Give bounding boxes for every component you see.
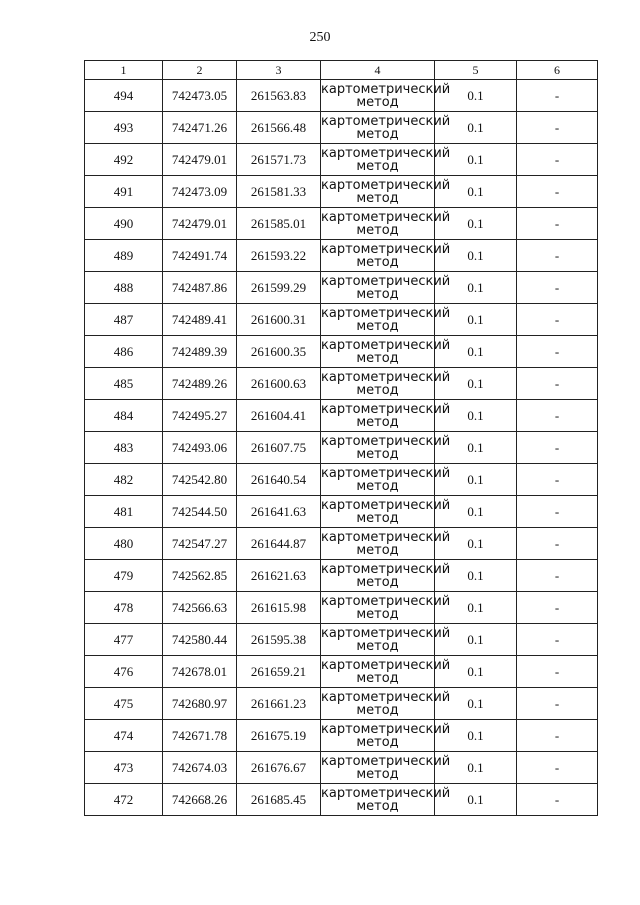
description-cell: - bbox=[517, 560, 598, 592]
method-line-2: метод bbox=[356, 318, 399, 334]
method-cell bbox=[321, 464, 451, 496]
method-cell bbox=[321, 528, 451, 560]
y-coordinate-cell: 261566.48 bbox=[237, 112, 321, 144]
method-line-2: метод bbox=[356, 798, 399, 814]
header-row bbox=[85, 61, 598, 80]
method-line-1: картометрический bbox=[321, 753, 451, 769]
method-cell bbox=[321, 144, 451, 176]
method-line-2: метод bbox=[356, 158, 399, 174]
table-row bbox=[85, 528, 598, 560]
description-cell: - bbox=[517, 272, 598, 304]
method-line-2: метод bbox=[356, 126, 399, 142]
method-cell bbox=[321, 272, 451, 304]
method-cell bbox=[321, 304, 451, 336]
y-coordinate-cell: 261581.33 bbox=[237, 176, 321, 208]
method-cell bbox=[321, 592, 451, 624]
description-cell: - bbox=[517, 176, 598, 208]
point-number-cell: 492 bbox=[85, 144, 163, 176]
table-row bbox=[85, 208, 598, 240]
method-line-1: картометрический bbox=[321, 145, 451, 161]
method-line-1: картометрический bbox=[321, 593, 451, 609]
description-cell: - bbox=[517, 624, 598, 656]
method-cell bbox=[321, 720, 451, 752]
y-coordinate-cell: 261571.73 bbox=[237, 144, 321, 176]
point-number-cell: 478 bbox=[85, 592, 163, 624]
point-number-cell: 477 bbox=[85, 624, 163, 656]
method-line-2: метод bbox=[356, 734, 399, 750]
point-number-cell: 481 bbox=[85, 496, 163, 528]
accuracy-cell: 0.1 bbox=[435, 144, 517, 176]
method-line-2: метод bbox=[356, 94, 399, 110]
description-cell: - bbox=[517, 112, 598, 144]
method-line-2: метод bbox=[356, 670, 399, 686]
accuracy-cell: 0.1 bbox=[435, 592, 517, 624]
point-number-cell: 489 bbox=[85, 240, 163, 272]
point-number-cell: 493 bbox=[85, 112, 163, 144]
y-coordinate-cell: 261621.63 bbox=[237, 560, 321, 592]
table-row bbox=[85, 272, 598, 304]
description-cell: - bbox=[517, 208, 598, 240]
x-coordinate-cell: 742566.63 bbox=[163, 592, 237, 624]
y-coordinate-cell: 261615.98 bbox=[237, 592, 321, 624]
method-line-2: метод bbox=[356, 766, 399, 782]
description-cell: - bbox=[517, 336, 598, 368]
method-line-1: картометрический bbox=[321, 657, 451, 673]
y-coordinate-cell: 261604.41 bbox=[237, 400, 321, 432]
table-row bbox=[85, 432, 598, 464]
coordinates-table bbox=[84, 60, 598, 816]
description-cell: - bbox=[517, 432, 598, 464]
method-cell bbox=[321, 496, 451, 528]
description-cell: - bbox=[517, 464, 598, 496]
point-number-cell: 486 bbox=[85, 336, 163, 368]
x-coordinate-cell: 742489.41 bbox=[163, 304, 237, 336]
table-row bbox=[85, 336, 598, 368]
point-number-cell: 483 bbox=[85, 432, 163, 464]
x-coordinate-cell: 742489.26 bbox=[163, 368, 237, 400]
method-cell bbox=[321, 336, 451, 368]
description-cell: - bbox=[517, 784, 598, 816]
y-coordinate-cell: 261676.67 bbox=[237, 752, 321, 784]
method-line-1: картометрический bbox=[321, 241, 451, 257]
y-coordinate-cell: 261585.01 bbox=[237, 208, 321, 240]
y-coordinate-cell: 261607.75 bbox=[237, 432, 321, 464]
method-line-2: метод bbox=[356, 222, 399, 238]
point-number-cell: 482 bbox=[85, 464, 163, 496]
x-coordinate-cell: 742547.27 bbox=[163, 528, 237, 560]
y-coordinate-cell: 261644.87 bbox=[237, 528, 321, 560]
header-col-3: 3 bbox=[237, 61, 321, 80]
table-row bbox=[85, 624, 598, 656]
x-coordinate-cell: 742562.85 bbox=[163, 560, 237, 592]
accuracy-cell: 0.1 bbox=[435, 656, 517, 688]
table-row bbox=[85, 496, 598, 528]
method-cell bbox=[321, 688, 451, 720]
description-cell: - bbox=[517, 720, 598, 752]
description-cell: - bbox=[517, 752, 598, 784]
x-coordinate-cell: 742668.26 bbox=[163, 784, 237, 816]
table-body bbox=[85, 80, 598, 816]
accuracy-cell: 0.1 bbox=[435, 432, 517, 464]
x-coordinate-cell: 742680.97 bbox=[163, 688, 237, 720]
point-number-cell: 479 bbox=[85, 560, 163, 592]
accuracy-cell: 0.1 bbox=[435, 496, 517, 528]
x-coordinate-cell: 742674.03 bbox=[163, 752, 237, 784]
y-coordinate-cell: 261661.23 bbox=[237, 688, 321, 720]
point-number-cell: 488 bbox=[85, 272, 163, 304]
method-line-2: метод bbox=[356, 606, 399, 622]
point-number-cell: 472 bbox=[85, 784, 163, 816]
y-coordinate-cell: 261595.38 bbox=[237, 624, 321, 656]
method-line-2: метод bbox=[356, 638, 399, 654]
accuracy-cell: 0.1 bbox=[435, 368, 517, 400]
method-line-2: метод bbox=[356, 190, 399, 206]
accuracy-cell: 0.1 bbox=[435, 80, 517, 112]
x-coordinate-cell: 742671.78 bbox=[163, 720, 237, 752]
point-number-cell: 476 bbox=[85, 656, 163, 688]
x-coordinate-cell: 742544.50 bbox=[163, 496, 237, 528]
point-number-cell: 485 bbox=[85, 368, 163, 400]
x-coordinate-cell: 742473.05 bbox=[163, 80, 237, 112]
x-coordinate-cell: 742473.09 bbox=[163, 176, 237, 208]
description-cell: - bbox=[517, 592, 598, 624]
point-number-cell: 475 bbox=[85, 688, 163, 720]
description-cell: - bbox=[517, 240, 598, 272]
x-coordinate-cell: 742479.01 bbox=[163, 144, 237, 176]
method-cell bbox=[321, 432, 451, 464]
y-coordinate-cell: 261600.35 bbox=[237, 336, 321, 368]
table-row bbox=[85, 592, 598, 624]
point-number-cell: 480 bbox=[85, 528, 163, 560]
method-cell bbox=[321, 400, 451, 432]
x-coordinate-cell: 742495.27 bbox=[163, 400, 237, 432]
table-row bbox=[85, 368, 598, 400]
table-row bbox=[85, 720, 598, 752]
x-coordinate-cell: 742491.74 bbox=[163, 240, 237, 272]
header-col-6: 6 bbox=[517, 61, 598, 80]
method-line-2: метод bbox=[356, 574, 399, 590]
table-row bbox=[85, 144, 598, 176]
method-line-1: картометрический bbox=[321, 337, 451, 353]
header-col-1: 1 bbox=[85, 61, 163, 80]
accuracy-cell: 0.1 bbox=[435, 208, 517, 240]
point-number-cell: 490 bbox=[85, 208, 163, 240]
method-line-2: метод bbox=[356, 414, 399, 430]
description-cell: - bbox=[517, 144, 598, 176]
point-number-cell: 487 bbox=[85, 304, 163, 336]
method-cell bbox=[321, 752, 451, 784]
method-line-1: картометрический bbox=[321, 81, 451, 97]
method-line-2: метод bbox=[356, 350, 399, 366]
method-cell bbox=[321, 80, 451, 112]
method-cell bbox=[321, 368, 451, 400]
header-col-2: 2 bbox=[163, 61, 237, 80]
header-col-5: 5 bbox=[435, 61, 517, 80]
accuracy-cell: 0.1 bbox=[435, 528, 517, 560]
method-line-1: картометрический bbox=[321, 529, 451, 545]
description-cell: - bbox=[517, 656, 598, 688]
table-row bbox=[85, 688, 598, 720]
method-cell bbox=[321, 240, 451, 272]
method-line-1: картометрический bbox=[321, 209, 451, 225]
method-line-2: метод bbox=[356, 702, 399, 718]
method-line-1: картометрический bbox=[321, 177, 451, 193]
method-cell bbox=[321, 112, 451, 144]
table-row bbox=[85, 400, 598, 432]
method-line-2: метод bbox=[356, 254, 399, 270]
table-row bbox=[85, 176, 598, 208]
description-cell: - bbox=[517, 368, 598, 400]
point-number-cell: 484 bbox=[85, 400, 163, 432]
description-cell: - bbox=[517, 80, 598, 112]
method-line-1: картометрический bbox=[321, 561, 451, 577]
table-row bbox=[85, 656, 598, 688]
accuracy-cell: 0.1 bbox=[435, 560, 517, 592]
accuracy-cell: 0.1 bbox=[435, 176, 517, 208]
y-coordinate-cell: 261600.31 bbox=[237, 304, 321, 336]
x-coordinate-cell: 742479.01 bbox=[163, 208, 237, 240]
method-line-1: картометрический bbox=[321, 369, 451, 385]
y-coordinate-cell: 261675.19 bbox=[237, 720, 321, 752]
accuracy-cell: 0.1 bbox=[435, 624, 517, 656]
table-row bbox=[85, 752, 598, 784]
method-line-1: картометрический bbox=[321, 273, 451, 289]
method-line-1: картометрический bbox=[321, 497, 451, 513]
method-line-2: метод bbox=[356, 446, 399, 462]
y-coordinate-cell: 261659.21 bbox=[237, 656, 321, 688]
method-cell bbox=[321, 208, 451, 240]
y-coordinate-cell: 261641.63 bbox=[237, 496, 321, 528]
method-line-2: метод bbox=[356, 542, 399, 558]
method-line-1: картометрический bbox=[321, 721, 451, 737]
accuracy-cell: 0.1 bbox=[435, 400, 517, 432]
method-line-1: картометрический bbox=[321, 401, 451, 417]
y-coordinate-cell: 261640.54 bbox=[237, 464, 321, 496]
table-row bbox=[85, 304, 598, 336]
table-header bbox=[85, 61, 598, 80]
method-cell bbox=[321, 176, 451, 208]
method-line-1: картометрический bbox=[321, 305, 451, 321]
method-cell bbox=[321, 784, 451, 816]
point-number-cell: 491 bbox=[85, 176, 163, 208]
accuracy-cell: 0.1 bbox=[435, 784, 517, 816]
accuracy-cell: 0.1 bbox=[435, 336, 517, 368]
description-cell: - bbox=[517, 528, 598, 560]
method-line-1: картометрический bbox=[321, 625, 451, 641]
accuracy-cell: 0.1 bbox=[435, 240, 517, 272]
table-row bbox=[85, 464, 598, 496]
page-number: 250 bbox=[309, 30, 331, 45]
accuracy-cell: 0.1 bbox=[435, 304, 517, 336]
method-line-2: метод bbox=[356, 510, 399, 526]
accuracy-cell: 0.1 bbox=[435, 688, 517, 720]
table-row bbox=[85, 240, 598, 272]
y-coordinate-cell: 261599.29 bbox=[237, 272, 321, 304]
header-col-4: 4 bbox=[321, 61, 435, 80]
table-row bbox=[85, 112, 598, 144]
method-cell bbox=[321, 624, 451, 656]
x-coordinate-cell: 742489.39 bbox=[163, 336, 237, 368]
method-line-1: картометрический bbox=[321, 465, 451, 481]
y-coordinate-cell: 261600.63 bbox=[237, 368, 321, 400]
method-line-2: метод bbox=[356, 286, 399, 302]
x-coordinate-cell: 742493.06 bbox=[163, 432, 237, 464]
description-cell: - bbox=[517, 304, 598, 336]
x-coordinate-cell: 742678.01 bbox=[163, 656, 237, 688]
method-cell bbox=[321, 656, 451, 688]
x-coordinate-cell: 742471.26 bbox=[163, 112, 237, 144]
accuracy-cell: 0.1 bbox=[435, 720, 517, 752]
accuracy-cell: 0.1 bbox=[435, 464, 517, 496]
x-coordinate-cell: 742487.86 bbox=[163, 272, 237, 304]
table-row bbox=[85, 784, 598, 816]
method-line-2: метод bbox=[356, 478, 399, 494]
accuracy-cell: 0.1 bbox=[435, 112, 517, 144]
method-line-1: картометрический bbox=[321, 785, 451, 801]
x-coordinate-cell: 742580.44 bbox=[163, 624, 237, 656]
y-coordinate-cell: 261563.83 bbox=[237, 80, 321, 112]
method-line-2: метод bbox=[356, 382, 399, 398]
description-cell: - bbox=[517, 400, 598, 432]
description-cell: - bbox=[517, 688, 598, 720]
method-line-1: картометрический bbox=[321, 689, 451, 705]
table-row bbox=[85, 80, 598, 112]
table-row bbox=[85, 560, 598, 592]
point-number-cell: 474 bbox=[85, 720, 163, 752]
description-cell: - bbox=[517, 496, 598, 528]
method-cell bbox=[321, 560, 451, 592]
x-coordinate-cell: 742542.80 bbox=[163, 464, 237, 496]
y-coordinate-cell: 261593.22 bbox=[237, 240, 321, 272]
point-number-cell: 494 bbox=[85, 80, 163, 112]
accuracy-cell: 0.1 bbox=[435, 272, 517, 304]
method-line-1: картометрический bbox=[321, 113, 451, 129]
y-coordinate-cell: 261685.45 bbox=[237, 784, 321, 816]
accuracy-cell: 0.1 bbox=[435, 752, 517, 784]
method-line-1: картометрический bbox=[321, 433, 451, 449]
point-number-cell: 473 bbox=[85, 752, 163, 784]
